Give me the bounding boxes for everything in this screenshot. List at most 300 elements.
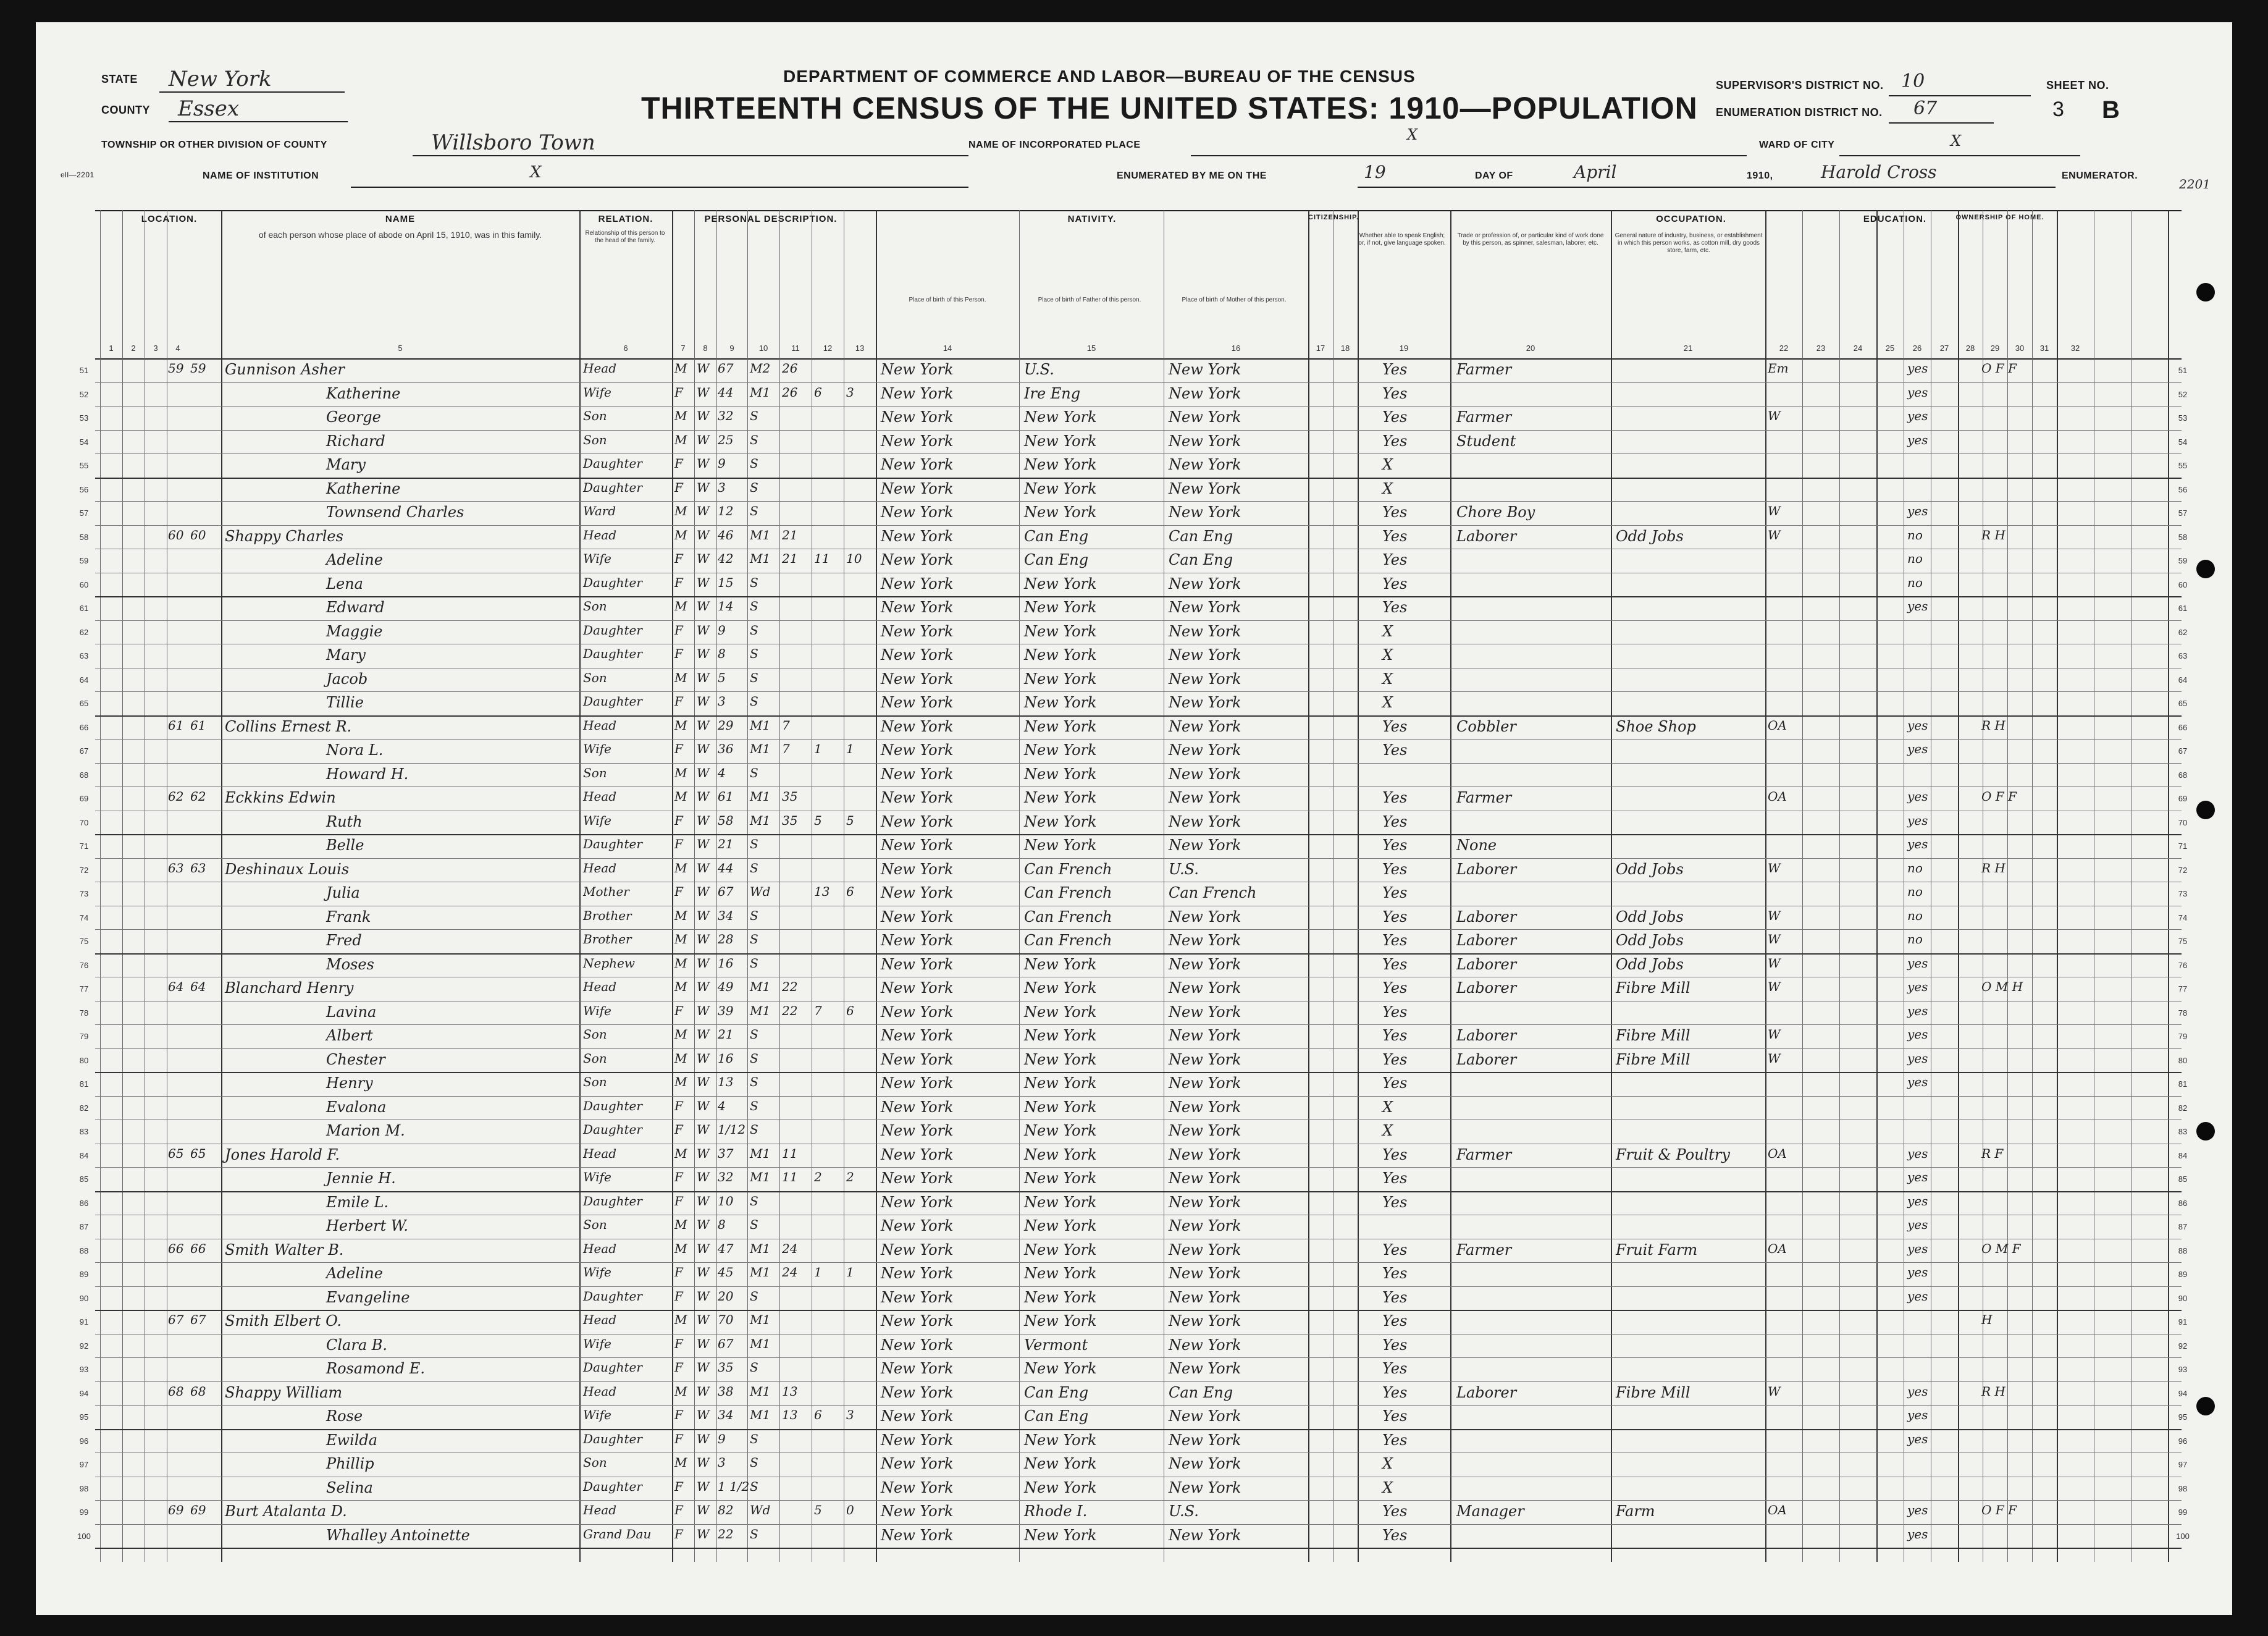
row-rule [95, 1500, 2182, 1501]
marital-status: Wd [750, 1503, 771, 1517]
speaks-english: Yes [1382, 979, 1408, 997]
marital-status: S [750, 1122, 758, 1137]
institution-value: X [530, 163, 542, 182]
sex: F [674, 551, 683, 566]
education: no [1907, 884, 1923, 899]
dwelling-number: 62 [168, 789, 184, 804]
age: 21 [718, 837, 734, 851]
education: yes [1907, 1193, 1928, 1208]
column-rule [1958, 210, 1959, 1562]
relation: Head [583, 860, 617, 875]
column-number: 29 [1990, 344, 2000, 353]
person-name: Blanchard Henry [225, 979, 354, 997]
marital-status: M1 [750, 812, 771, 828]
incorporated-value: X [1407, 126, 1418, 143]
age: 20 [718, 1288, 734, 1304]
mother-birthplace: New York [1169, 599, 1241, 616]
marital-status: S [750, 599, 758, 614]
race: W [697, 456, 710, 471]
home-ownership: O F F [1981, 1503, 2017, 1517]
relation: Daughter [583, 575, 642, 590]
age: 14 [718, 599, 734, 614]
line-number: 60 [2178, 580, 2188, 589]
mother-birthplace: New York [1169, 1265, 1241, 1282]
speaks-english: Yes [1382, 527, 1408, 545]
relation: Daughter [583, 1193, 642, 1208]
trade: Laborer [1456, 932, 1517, 949]
relation: Daughter [583, 646, 642, 661]
race: W [697, 1122, 710, 1137]
mother-birthplace: New York [1169, 504, 1241, 521]
mother-birthplace: New York [1169, 765, 1241, 783]
father-birthplace: New York [1024, 812, 1097, 830]
relation: Ward [583, 504, 616, 518]
sex: F [674, 1503, 683, 1517]
relation: Brother [583, 908, 632, 923]
age: 1/12 [718, 1122, 746, 1137]
relation: Daughter [583, 1360, 642, 1375]
line-number: 74 [2178, 913, 2188, 922]
birthplace: New York [881, 361, 954, 378]
education: yes [1907, 1170, 1928, 1184]
speaks-english: Yes [1382, 837, 1408, 854]
sex: M [674, 908, 687, 923]
birthplace: New York [881, 384, 954, 402]
column-number: 15 [1086, 344, 1096, 353]
row-rule [95, 430, 2182, 431]
person-name: Eckkins Edwin [225, 789, 336, 806]
employment-class: W [1768, 979, 1781, 994]
education: yes [1907, 812, 1928, 828]
children-living: 1 [846, 1265, 854, 1280]
birthplace: New York [881, 1027, 954, 1044]
mother-birthplace: New York [1169, 1170, 1241, 1187]
line-number: 52 [2178, 389, 2188, 399]
sex: F [674, 575, 683, 590]
marital-status: Wd [750, 884, 771, 899]
mother-birthplace: New York [1169, 837, 1241, 854]
father-birthplace: Can Eng [1024, 527, 1089, 545]
home-ownership: O M H [1981, 979, 2023, 994]
line-number: 83 [79, 1127, 89, 1136]
marital-status: S [750, 1074, 758, 1089]
speaks-english: X [1382, 670, 1393, 688]
sex: M [674, 1455, 687, 1470]
birthplace: New York [881, 1265, 954, 1282]
children-born: 5 [814, 812, 822, 828]
row-rule [95, 1096, 2182, 1097]
family-number: 66 [190, 1241, 206, 1256]
relation: Nephew [583, 955, 635, 971]
children-born: 2 [814, 1170, 822, 1184]
line-number: 90 [79, 1293, 89, 1303]
person-name: Burt Atalanta D. [225, 1503, 347, 1520]
education: yes [1907, 1265, 1928, 1280]
father-birthplace: New York [1024, 1050, 1097, 1068]
relation: Son [583, 1074, 607, 1089]
race: W [697, 1383, 710, 1399]
column-number: 24 [1853, 344, 1863, 353]
age: 16 [718, 955, 734, 971]
column-number: 14 [943, 344, 952, 353]
mother-birthplace: New York [1169, 1336, 1241, 1354]
column-rule [716, 210, 717, 1562]
dwelling-number: 69 [168, 1503, 184, 1517]
birthplace: New York [881, 1288, 954, 1306]
speaks-english: X [1382, 1455, 1393, 1472]
age: 4 [718, 1098, 726, 1113]
column-rule [1765, 210, 1766, 1562]
group-nativity: NATIVITY. [1067, 214, 1117, 224]
sex: F [674, 1265, 683, 1280]
relation: Son [583, 1050, 607, 1066]
sex: M [674, 979, 687, 994]
race: W [697, 955, 710, 971]
punch-hole [2196, 1397, 2215, 1415]
age: 12 [718, 504, 734, 518]
father-birthplace: Rhode I. [1024, 1503, 1088, 1520]
line-number: 63 [79, 651, 89, 660]
race: W [697, 599, 710, 614]
relation: Daughter [583, 1098, 642, 1113]
industry: Odd Jobs [1616, 932, 1684, 949]
race: W [697, 837, 710, 851]
father-birthplace: New York [1024, 1360, 1097, 1377]
row-rule [95, 691, 2182, 692]
dwelling-number: 68 [168, 1383, 184, 1399]
race: W [697, 860, 710, 875]
marital-status: M2 [750, 361, 771, 376]
education: no [1907, 908, 1923, 923]
column-rule [1876, 210, 1878, 1562]
race: W [697, 670, 710, 685]
birth-father-description: Place of birth of Father of this person. [1038, 297, 1141, 303]
race: W [697, 479, 710, 495]
sex: M [674, 955, 687, 971]
dwelling-number: 65 [168, 1145, 184, 1161]
relation: Head [583, 717, 617, 733]
mother-birthplace: New York [1169, 432, 1241, 450]
race: W [697, 694, 710, 709]
speaks-english: Yes [1382, 1407, 1408, 1425]
birthplace: New York [881, 1478, 954, 1496]
relation: Mother [583, 884, 629, 899]
trade: Cobbler [1456, 717, 1516, 735]
employment-class: OA [1768, 717, 1787, 733]
father-birthplace: New York [1024, 1312, 1097, 1330]
marital-status: S [750, 1027, 758, 1042]
education: yes [1907, 979, 1928, 994]
line-number: 100 [77, 1531, 91, 1541]
person-name: Howard H. [326, 765, 409, 783]
sex: M [674, 765, 687, 780]
relation: Head [583, 527, 617, 542]
line-number: 65 [2178, 699, 2188, 708]
years-married: 22 [782, 1003, 798, 1018]
father-birthplace: New York [1024, 1241, 1097, 1259]
row-rule [95, 1024, 2182, 1025]
father-birthplace: New York [1024, 504, 1097, 521]
person-name: Gunnison Asher [225, 361, 345, 378]
column-number: 23 [1816, 344, 1826, 353]
ward-value: X [1951, 132, 1962, 150]
years-married: 24 [782, 1265, 798, 1280]
mother-birthplace: Can French [1169, 884, 1257, 901]
father-birthplace: New York [1024, 789, 1097, 806]
race: W [697, 1360, 710, 1375]
mother-birthplace: New York [1169, 1431, 1241, 1449]
enumerator-label: ENUMERATOR. [2062, 171, 2138, 181]
row-rule [95, 715, 2182, 717]
employment-class: OA [1768, 1145, 1787, 1161]
person-name: Emile L. [326, 1193, 389, 1211]
row-rule [95, 406, 2182, 407]
years-married: 22 [782, 979, 798, 994]
township-label: TOWNSHIP OR OTHER DIVISION OF COUNTY [101, 140, 327, 150]
father-birthplace: New York [1024, 1145, 1097, 1163]
column-number: 17 [1316, 344, 1325, 353]
marital-status: S [750, 1288, 758, 1304]
marital-status: M1 [750, 741, 771, 756]
race: W [697, 1288, 710, 1304]
line-number: 95 [2178, 1412, 2188, 1422]
person-name: Shappy Charles [225, 527, 343, 545]
trade: Farmer [1456, 361, 1512, 378]
column-number: 8 [703, 344, 708, 353]
education: yes [1907, 1526, 1928, 1541]
marital-status: S [750, 670, 758, 685]
column-number: 27 [1939, 344, 1949, 353]
line-number: 92 [79, 1341, 89, 1351]
line-number: 55 [2178, 461, 2188, 470]
industry: Odd Jobs [1616, 860, 1684, 878]
trade: Laborer [1456, 1050, 1517, 1068]
race: W [697, 1217, 710, 1232]
person-name: Julia [326, 884, 360, 901]
mother-birthplace: New York [1169, 646, 1241, 664]
father-birthplace: Can Eng [1024, 1383, 1089, 1401]
education: yes [1907, 1145, 1928, 1161]
person-name: Adeline [326, 551, 383, 568]
birthplace: New York [881, 1003, 954, 1021]
employment-class: W [1768, 1027, 1781, 1042]
person-name: Maggie [326, 622, 383, 640]
mother-birthplace: New York [1169, 1027, 1241, 1044]
relation: Wife [583, 1170, 611, 1184]
relation: Head [583, 789, 617, 804]
person-name: Lena [326, 575, 363, 592]
birthplace: New York [881, 599, 954, 616]
race: W [697, 1193, 710, 1208]
column-rule [122, 210, 123, 1562]
age: 1 1/2 [718, 1478, 750, 1494]
birthplace: New York [881, 860, 954, 878]
column-rule [2168, 210, 2169, 1562]
person-name: Evalona [326, 1098, 387, 1116]
sex: M [674, 408, 687, 423]
relation: Wife [583, 551, 611, 566]
column-rule [694, 210, 695, 1562]
relation: Head [583, 1241, 617, 1256]
age: 3 [718, 1455, 726, 1470]
row-rule [95, 525, 2182, 526]
mother-birthplace: New York [1169, 361, 1241, 378]
trade: Laborer [1456, 1027, 1517, 1044]
education: yes [1907, 1407, 1928, 1422]
mother-birthplace: New York [1169, 1288, 1241, 1306]
day-of-label: DAY OF [1475, 171, 1513, 181]
father-birthplace: New York [1024, 765, 1097, 783]
person-name: Deshinaux Louis [225, 860, 350, 878]
relation: Son [583, 432, 607, 447]
years-married: 7 [782, 717, 790, 733]
years-married: 7 [782, 741, 790, 756]
person-name: Edward [326, 599, 385, 616]
education: no [1907, 932, 1923, 947]
father-birthplace: New York [1024, 575, 1097, 592]
age: 16 [718, 1050, 734, 1066]
family-number: 61 [190, 717, 206, 733]
line-number: 55 [79, 461, 89, 470]
line-number: 84 [79, 1150, 89, 1160]
birthplace: New York [881, 1407, 954, 1425]
line-number: 61 [79, 604, 89, 613]
line-number: 53 [2178, 413, 2188, 423]
column-number: 10 [758, 344, 768, 353]
column-number: 6 [623, 344, 628, 353]
mother-birthplace: New York [1169, 1193, 1241, 1211]
education: yes [1907, 1003, 1928, 1018]
ward-label: WARD OF CITY [1759, 140, 1835, 150]
mother-birthplace: New York [1169, 1122, 1241, 1139]
column-rule [747, 210, 748, 1562]
line-number: 58 [79, 532, 89, 542]
state-label: STATE [101, 73, 138, 85]
birthplace: New York [881, 1145, 954, 1163]
person-name: Jacob [326, 670, 368, 688]
birthplace: New York [881, 837, 954, 854]
race: W [697, 527, 710, 542]
row-rule [95, 1524, 2182, 1525]
father-birthplace: New York [1024, 1431, 1097, 1449]
speaks-english: Yes [1382, 1170, 1408, 1187]
education: yes [1907, 384, 1928, 400]
relation: Son [583, 1027, 607, 1042]
trade: Laborer [1456, 527, 1517, 545]
line-number: 71 [79, 841, 89, 851]
person-name: Mary [326, 646, 366, 664]
trade: Laborer [1456, 908, 1517, 926]
speaks-english: Yes [1382, 575, 1408, 592]
person-name: George [326, 408, 381, 426]
person-name: Evangeline [326, 1288, 410, 1306]
line-number: 87 [79, 1222, 89, 1231]
race: W [697, 432, 710, 447]
mother-birthplace: Can Eng [1169, 1383, 1233, 1401]
father-birthplace: New York [1024, 1193, 1097, 1211]
line-number: 95 [79, 1412, 89, 1422]
marital-status: M1 [750, 527, 771, 542]
line-number: 93 [79, 1365, 89, 1374]
sex: M [674, 789, 687, 804]
age: 9 [718, 456, 726, 471]
punch-hole [2196, 283, 2215, 301]
person-name: Jennie H. [326, 1170, 396, 1187]
line-number: 59 [79, 556, 89, 565]
column-number: 20 [1526, 344, 1535, 353]
home-ownership: O F F [1981, 789, 2017, 804]
birthplace: New York [881, 932, 954, 949]
education: yes [1907, 1503, 1928, 1517]
birthplace: New York [881, 670, 954, 688]
education: no [1907, 527, 1923, 542]
birthplace: New York [881, 1074, 954, 1092]
line-number: 97 [2178, 1460, 2188, 1469]
birth-person-description: Place of birth of this Person. [909, 297, 986, 303]
father-birthplace: New York [1024, 1003, 1097, 1021]
speaks-english: Yes [1382, 1383, 1408, 1401]
home-ownership: R H [1981, 717, 2006, 733]
home-ownership: H [1981, 1312, 1993, 1327]
relation: Wife [583, 812, 611, 828]
home-ownership: R F [1981, 1145, 2004, 1161]
state-value: New York [169, 67, 272, 91]
supervisor-value: 10 [1901, 70, 1925, 92]
industry-description: General nature of industry, business, or establishment in which this person works, as cotton mill, dry goods store, farm, etc. [1615, 232, 1763, 254]
birthplace: New York [881, 622, 954, 640]
sex: F [674, 1431, 683, 1446]
father-birthplace: New York [1024, 1098, 1097, 1116]
trade: Farmer [1456, 408, 1512, 426]
birthplace: New York [881, 551, 954, 568]
dwelling-number: 61 [168, 717, 184, 733]
employment-class: W [1768, 1383, 1781, 1399]
row-rule [95, 786, 2182, 787]
trade: Farmer [1456, 1241, 1512, 1259]
race: W [697, 1050, 710, 1066]
marital-status: M1 [750, 1265, 771, 1280]
mother-birthplace: New York [1169, 694, 1241, 711]
age: 5 [718, 670, 726, 685]
column-rule [1019, 210, 1020, 1562]
children-born: 5 [814, 1503, 822, 1517]
speaks-english: Yes [1382, 408, 1408, 426]
relation: Brother [583, 932, 632, 947]
dwelling-number: 66 [168, 1241, 184, 1256]
line-number: 85 [79, 1174, 89, 1184]
line-number: 96 [79, 1436, 89, 1446]
mother-birthplace: New York [1169, 670, 1241, 688]
father-birthplace: New York [1024, 456, 1097, 473]
person-name: Townsend Charles [326, 504, 464, 521]
speaks-english: Yes [1382, 1503, 1408, 1520]
person-name: Henry [326, 1074, 373, 1092]
marital-status: S [750, 932, 758, 947]
father-birthplace: New York [1024, 599, 1097, 616]
sex: M [674, 1027, 687, 1042]
race: W [697, 979, 710, 994]
column-rule [1308, 210, 1309, 1562]
line-number: 82 [2178, 1103, 2188, 1113]
sex: F [674, 1407, 683, 1422]
speaks-english: Yes [1382, 1241, 1408, 1259]
line-number: 51 [2178, 366, 2188, 375]
marital-status: M1 [750, 1312, 771, 1327]
relation: Head [583, 1145, 617, 1161]
line-number: 91 [2178, 1317, 2188, 1326]
name-column-description: of each person whose place of abode on April 15, 1910, was in this family. [258, 230, 542, 240]
speaks-english: Yes [1382, 1336, 1408, 1354]
